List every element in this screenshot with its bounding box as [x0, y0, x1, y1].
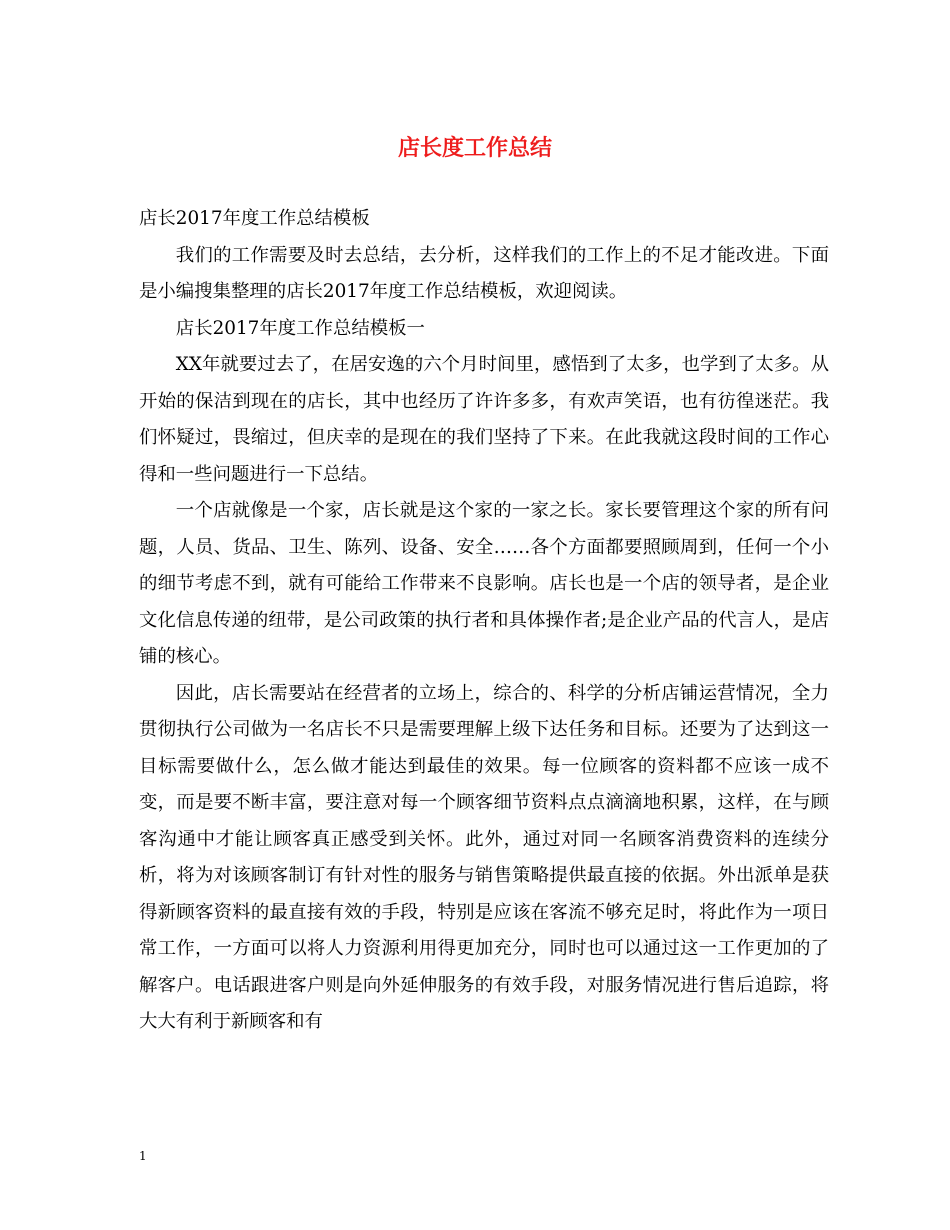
paragraph-body: XX年就要过去了，在居安逸的六个月时间里，感悟到了太多，也学到了太多。从开始的保洁到现在的店长，其中也经历了许许多多，有欢声笑语，也有彷徨迷茫。我们怀疑过，畏缩过，但庆幸的是现在的我们坚持了下来。在此我就这段时间的工作心得和一些问题进行一下总结。: [139, 354, 829, 485]
page-number: 1: [139, 1149, 147, 1163]
document-body: [139, 201, 829, 1041]
paragraph-subtitle: 店长2017年度工作总结模板: [139, 208, 370, 229]
paragraph-body: 一个店就像是一个家，店长就是这个家的一家之长。家长要管理这个家的所有问题，人员、货品、卫生、陈列、设备、安全……各个方面都要照顾周到，任何一个小的细节考虑不到，就有可能给工作带来不良影响。店长也是一个店的领导者，是企业文化信息传递的纽带，是公司政策的执行者和具体操作者;是企业产品的代言人，是店铺的核心。: [139, 500, 829, 667]
paragraph-intro: 我们的工作需要及时去总结，去分析，这样我们的工作上的不足才能改进。下面是小编搜集整理的店长2017年度工作总结模板，欢迎阅读。: [139, 244, 829, 302]
document-title: 店长度工作总结: [397, 135, 552, 161]
paragraph-body: 因此，店长需要站在经营者的立场上，综合的、科学的分析店铺运营情况，全力贯彻执行公司做为一名店长不只是需要理解上级下达任务和目标。还要为了达到这一目标需要做什么，怎么做才能达到最佳的效果。每一位顾客的资料都不应该一成不变，而是要不断丰富，要注意对每一个顾客细节资料点点滴滴地积累，这样，在与顾客沟通中才能让顾客真正感受到关怀。此外，通过对同一名顾客消费资料的连续分析，将为对该顾客制订有针对性的服务与销售策略提供最直接的依据。外出派单是获得新顾客资料的最直接有效的手段，特别是应该在客流不够充足时，将此作为一项日常工作，一方面可以将人力资源利用得更加充分，同时也可以通过这一工作更加的了解客户。电话跟进客户则是向外延伸服务的有效手段，对服务情况进行售后追踪，将大大有利于新顾客和有: [139, 682, 829, 1032]
paragraph-section-heading: 店长2017年度工作总结模板一: [175, 317, 425, 339]
